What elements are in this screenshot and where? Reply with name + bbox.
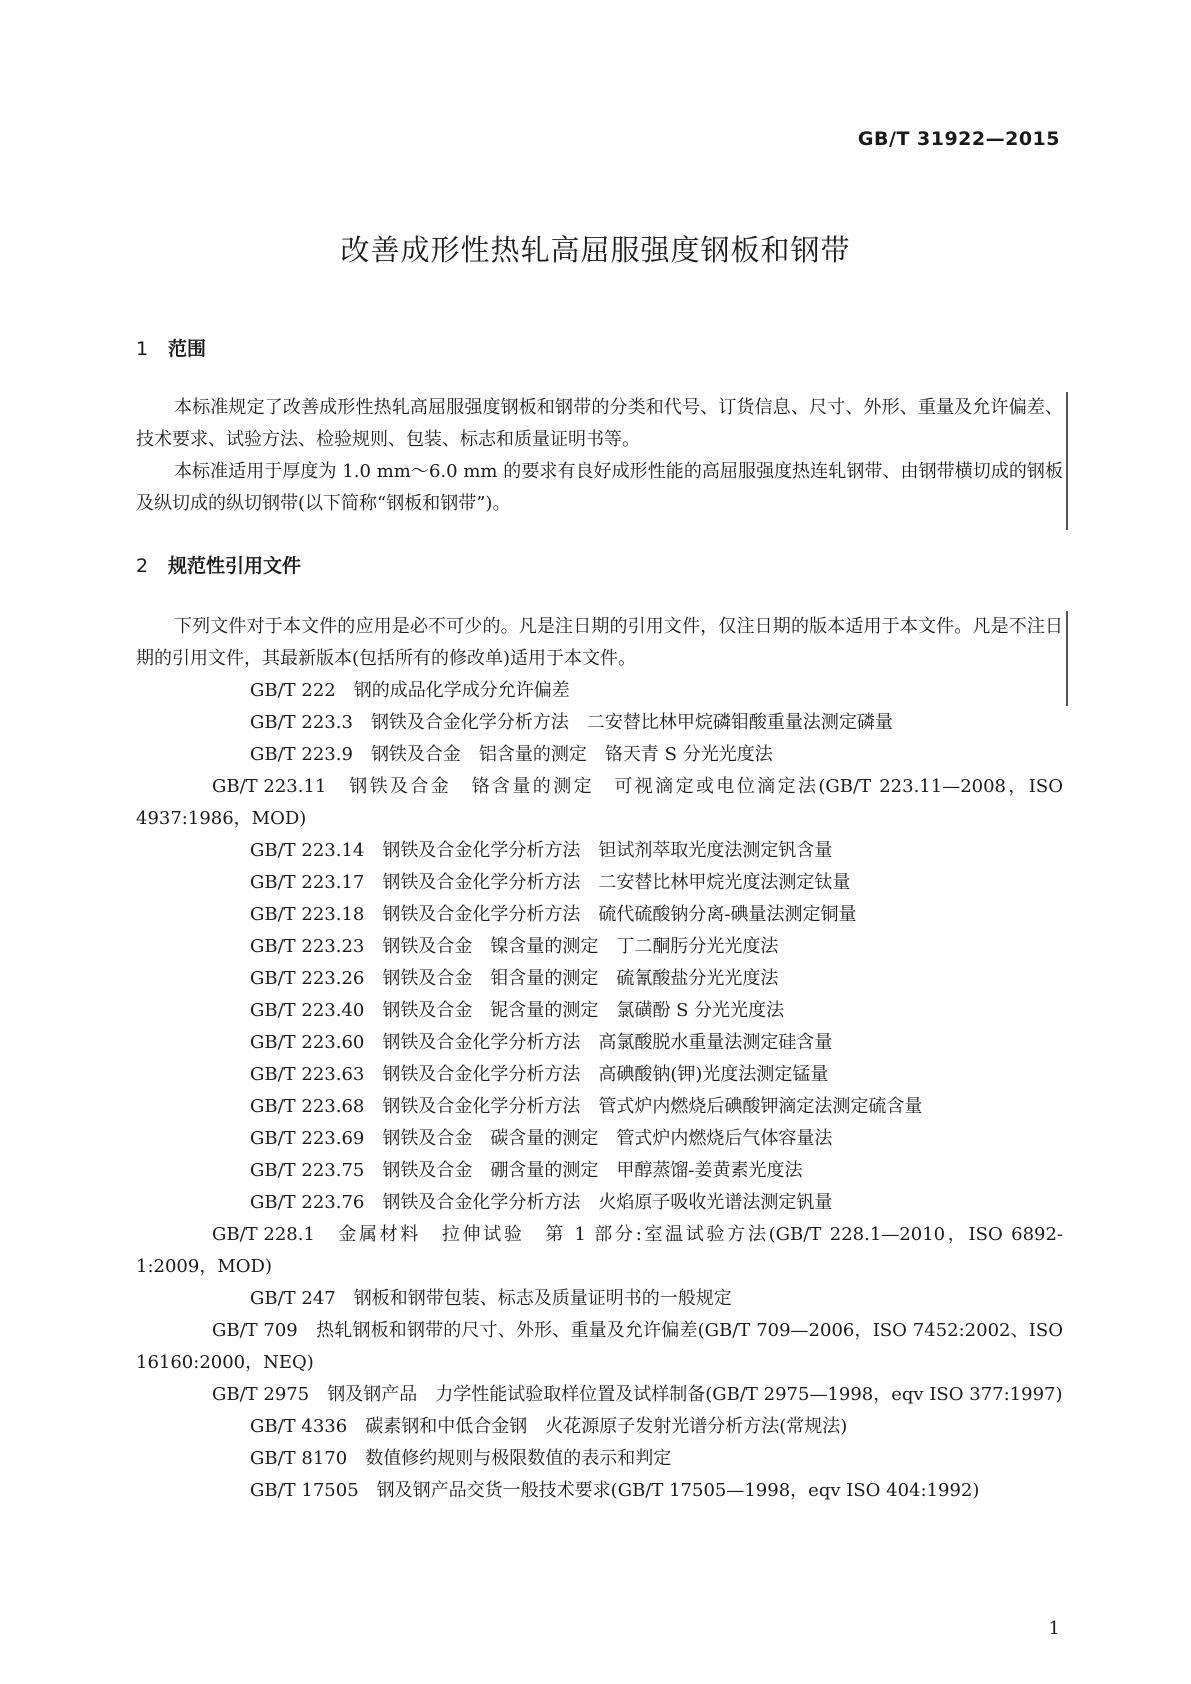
reference-item — [136, 675, 1063, 707]
section-body-scope — [136, 392, 1063, 520]
change-bar — [1066, 611, 1068, 706]
reference-code: GB/T 247 — [250, 1288, 336, 1309]
reference-title: 钢及钢产品交货一般技术要求(GB/T 17505—1998，eqv ISO 404:1992) — [376, 1480, 980, 1501]
reference-item — [136, 1219, 1063, 1283]
reference-item — [136, 1155, 1063, 1187]
standard-number: GB/T 31922—2015 — [857, 128, 1060, 150]
section-heading-scope — [136, 334, 206, 361]
reference-title: 碳素钢和中低合金钢 火花源原子发射光谱分析方法(常规法) — [365, 1416, 848, 1437]
reference-item — [136, 1475, 1063, 1507]
reference-code: GB/T 223.40 — [250, 1000, 365, 1021]
reference-code: GB/T 8170 — [250, 1448, 348, 1469]
reference-title: 钢铁及合金 硼含量的测定 甲醇蒸馏-姜黄素光度法 — [382, 1160, 803, 1181]
reference-item — [136, 739, 1063, 771]
reference-code: GB/T 709 — [212, 1320, 298, 1341]
reference-title: 钢铁及合金 镍含量的测定 丁二酮肟分光光度法 — [382, 936, 779, 957]
reference-title: 钢铁及合金 钼含量的测定 硫氰酸盐分光光度法 — [382, 968, 779, 989]
reference-code: GB/T 223.3 — [250, 712, 353, 733]
reference-title: 热轧钢板和钢带的尺寸、外形、重量及允许偏差(GB/T 709—2006，ISO 7452:2002、ISO 16160:2000，NEQ) — [136, 1320, 1064, 1373]
reference-code: GB/T 223.60 — [250, 1032, 365, 1053]
reference-title: 钢的成品化学成分允许偏差 — [353, 680, 570, 701]
section-number: 2 — [136, 555, 149, 577]
section-title: 规范性引用文件 — [168, 555, 302, 577]
reference-item — [136, 867, 1063, 899]
reference-code: GB/T 223.75 — [250, 1160, 365, 1181]
reference-code: GB/T 2975 — [212, 1384, 310, 1405]
reference-title: 钢铁及合金化学分析方法 钽试剂萃取光度法测定钒含量 — [382, 840, 833, 861]
reference-code: GB/T 4336 — [250, 1416, 348, 1437]
reference-item — [136, 963, 1063, 995]
reference-code: GB/T 222 — [250, 680, 336, 701]
reference-title: 钢铁及合金化学分析方法 硫代硫酸钠分离-碘量法测定铜量 — [382, 904, 857, 925]
reference-item — [136, 1123, 1063, 1155]
section-title: 范围 — [168, 338, 207, 360]
change-bar — [1066, 392, 1068, 530]
reference-item — [136, 931, 1063, 963]
reference-title: 金属材料 拉伸试验 第 1 部分:室温试验方法(GB/T 228.1—2010，ISO 6892-1:2009，MOD) — [136, 1224, 1064, 1277]
reference-code: GB/T 17505 — [250, 1480, 359, 1501]
reference-title: 数值修约规则与极限数值的表示和判定 — [365, 1448, 672, 1469]
reference-item — [136, 1315, 1063, 1379]
reference-title: 钢铁及合金化学分析方法 管式炉内燃烧后碘酸钾滴定法测定硫含量 — [382, 1096, 923, 1117]
reference-item — [136, 707, 1063, 739]
reference-item — [136, 1379, 1063, 1411]
reference-item — [136, 1091, 1063, 1123]
reference-title: 钢铁及合金化学分析方法 高碘酸钠(钾)光度法测定锰量 — [382, 1064, 829, 1085]
reference-item — [136, 771, 1063, 835]
paragraph: 本标准规定了改善成形性热轧高屈服强度钢板和钢带的分类和代号、订货信息、尺寸、外形、重量及允许偏差、技术要求、试验方法、检验规则、包装、标志和质量证明书等。 — [136, 397, 1063, 450]
reference-item — [136, 1027, 1063, 1059]
paragraph: 本标准适用于厚度为 1.0 mm～6.0 mm 的要求有良好成形性能的高屈服强度热连轧钢带、由钢带横切成的钢板及纵切成的纵切钢带(以下简称“钢板和钢带”)。 — [136, 461, 1063, 514]
reference-item — [136, 1187, 1063, 1219]
reference-title: 钢及钢产品 力学性能试验取样位置及试样制备(GB/T 2975—1998，eqv ISO 377:1997) — [327, 1384, 1063, 1405]
reference-code: GB/T 223.11 — [212, 776, 327, 797]
reference-title: 钢铁及合金化学分析方法 高氯酸脱水重量法测定硅含量 — [382, 1032, 833, 1053]
reference-item — [136, 1059, 1063, 1091]
reference-title: 钢板和钢带包装、标志及质量证明书的一般规定 — [353, 1288, 732, 1309]
reference-title: 钢铁及合金 铌含量的测定 氯磺酚 S 分光光度法 — [382, 1000, 785, 1021]
section-heading-normative-references — [136, 551, 301, 578]
reference-code: GB/T 223.69 — [250, 1128, 365, 1149]
reference-title: 钢铁及合金 铬含量的测定 可视滴定或电位滴定法(GB/T 223.11—2008，ISO 4937:1986，MOD) — [136, 776, 1063, 829]
reference-code: GB/T 223.9 — [250, 744, 353, 765]
reference-item — [136, 995, 1063, 1027]
reference-code: GB/T 223.23 — [250, 936, 365, 957]
reference-item — [136, 1283, 1063, 1315]
document-title: 改善成形性热轧高屈服强度钢板和钢带 — [340, 233, 851, 267]
reference-code: GB/T 228.1 — [212, 1224, 315, 1245]
reference-item — [136, 1443, 1063, 1475]
page-number: 1 — [1048, 1618, 1060, 1639]
reference-code: GB/T 223.14 — [250, 840, 365, 861]
reference-title: 钢铁及合金 碳含量的测定 管式炉内燃烧后气体容量法 — [382, 1128, 833, 1149]
reference-code: GB/T 223.76 — [250, 1192, 365, 1213]
reference-code: GB/T 223.68 — [250, 1096, 365, 1117]
reference-item — [136, 835, 1063, 867]
reference-item — [136, 1411, 1063, 1443]
reference-item — [136, 899, 1063, 931]
section-number: 1 — [136, 338, 149, 360]
reference-title: 钢铁及合金 铝含量的测定 铬天青 S 分光光度法 — [370, 744, 773, 765]
reference-title: 钢铁及合金化学分析方法 二安替比林甲烷磷钼酸重量法测定磷量 — [370, 712, 893, 733]
reference-code: GB/T 223.26 — [250, 968, 365, 989]
section-body-normative-references — [136, 611, 1063, 1507]
reference-title: 钢铁及合金化学分析方法 二安替比林甲烷光度法测定钛量 — [382, 872, 851, 893]
reference-list — [136, 675, 1063, 1507]
reference-code: GB/T 223.18 — [250, 904, 365, 925]
reference-title: 钢铁及合金化学分析方法 火焰原子吸收光谱法测定钒量 — [382, 1192, 833, 1213]
reference-code: GB/T 223.17 — [250, 872, 365, 893]
reference-code: GB/T 223.63 — [250, 1064, 365, 1085]
paragraph: 下列文件对于本文件的应用是必不可少的。凡是注日期的引用文件，仅注日期的版本适用于本文件。凡是不注日期的引用文件，其最新版本(包括所有的修改单)适用于本文件。 — [136, 616, 1063, 669]
